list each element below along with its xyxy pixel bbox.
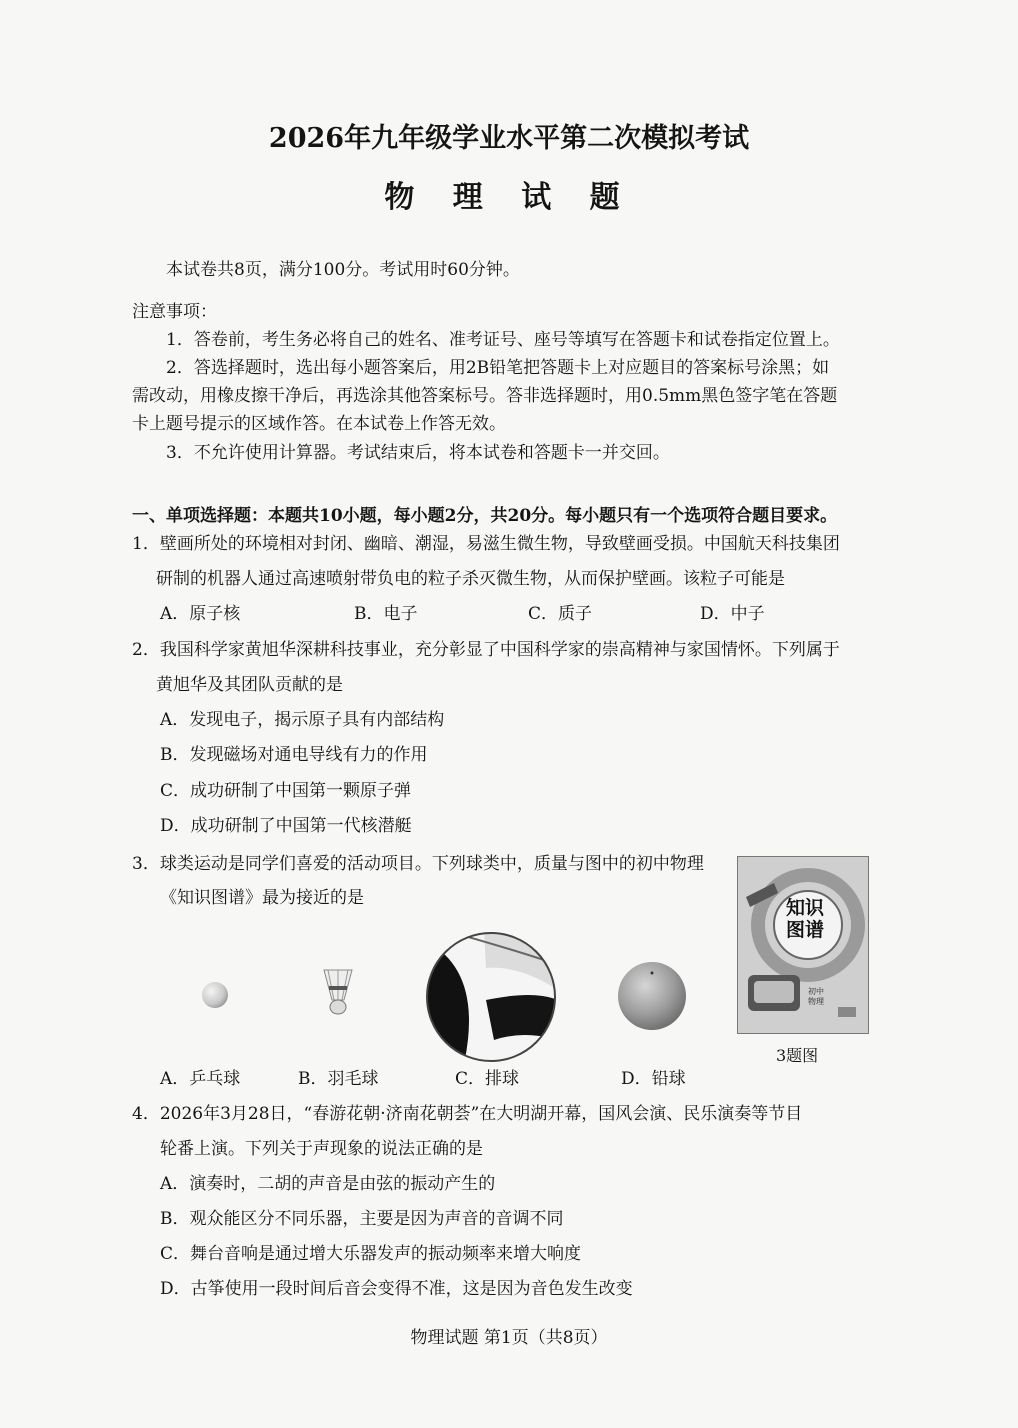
notice-line-5: 3．不允许使用计算器。考试结束后，将本试卷和答题卡一并交回。 bbox=[166, 443, 670, 463]
q2-option-c: C．成功研制了中国第一颗原子弹 bbox=[160, 781, 412, 801]
book-title-line-1: 知识 bbox=[786, 897, 825, 919]
q1-option-c: C．质子 bbox=[528, 604, 593, 624]
notice-line-1: 1．答卷前，考生务必将自己的姓名、准考证号、座号等填写在答题卡和试卷指定位置上。 bbox=[166, 330, 840, 350]
book-title-line-2: 图谱 bbox=[786, 919, 825, 941]
ping-pong-ball-image bbox=[198, 978, 232, 1012]
q1-stem-line-1: 1．壁画所处的环境相对封闭、幽暗、潮湿，易滋生微生物，导致壁画受损。中国航天科技集团 bbox=[132, 534, 840, 554]
q4-option-a: A．演奏时，二胡的声音是由弦的振动产生的 bbox=[160, 1174, 496, 1194]
q4-option-b: B．观众能区分不同乐器，主要是因为声音的音调不同 bbox=[160, 1209, 564, 1229]
figure-caption: 3题图 bbox=[776, 1046, 819, 1065]
volleyball-image bbox=[424, 930, 558, 1064]
q3-option-c: C．排球 bbox=[455, 1069, 520, 1089]
q4-stem-line-2: 轮番上演。下列关于声现象的说法正确的是 bbox=[160, 1139, 483, 1159]
exam-title: 2026年九年级学业水平第二次模拟考试 bbox=[268, 123, 750, 154]
q1-option-a: A．原子核 bbox=[160, 604, 241, 624]
q3-stem-line-2: 《知识图谱》最为接近的是 bbox=[160, 888, 364, 908]
q4-stem-line-1: 4．2026年3月28日，“春游花朝·济南花朝荟”在大明湖开幕，国风会演、民乐演奏等节目 bbox=[132, 1104, 803, 1124]
shuttlecock-image bbox=[318, 966, 358, 1020]
q3-option-d: D．铅球 bbox=[621, 1069, 686, 1089]
q4-option-d: D．古筝使用一段时间后音会变得不准，这是因为音色发生改变 bbox=[160, 1279, 633, 1299]
notice-line-2: 2．答选择题时，选出每小题答案后，用2B铅笔把答题卡上对应题目的答案标号涂黑；如 bbox=[166, 358, 830, 378]
q2-option-d: D．成功研制了中国第一代核潜艇 bbox=[160, 816, 412, 836]
section-heading: 一、单项选择题：本题共10小题，每小题2分，共20分。每小题只有一个选项符合题目要求。 bbox=[132, 506, 838, 526]
q4-option-c: C．舞台音响是通过增大乐器发声的振动频率来增大响度 bbox=[160, 1244, 582, 1264]
q1-option-b: B．电子 bbox=[354, 604, 418, 624]
subject-title: 物 理 试 题 bbox=[384, 180, 634, 215]
intro-text: 本试卷共8页，满分100分。考试用时60分钟。 bbox=[166, 260, 520, 280]
q2-stem-line-2: 黄旭华及其团队贡献的是 bbox=[156, 675, 343, 695]
page-footer: 物理试题 第1页（共8页） bbox=[410, 1328, 608, 1348]
q1-option-d: D．中子 bbox=[700, 604, 765, 624]
q2-stem-line-1: 2．我国科学家黄旭华深耕科技事业，充分彰显了中国科学家的崇高精神与家国情怀。下列属于 bbox=[132, 640, 840, 660]
notice-line-3: 需改动，用橡皮擦干净后，再选涂其他答案标号。答非选择题时，用0.5mm黑色签字笔在答题 bbox=[132, 386, 838, 406]
q3-stem-line-1: 3．球类运动是同学们喜爱的活动项目。下列球类中，质量与图中的初中物理 bbox=[132, 854, 704, 874]
book-small-text-2: 物理 bbox=[808, 997, 824, 1006]
notice-line-4: 卡上题号提示的区域作答。在本试卷上作答无效。 bbox=[132, 414, 506, 434]
q1-stem-line-2: 研制的机器人通过高速喷射带负电的粒子杀灭微生物，从而保护壁画。该粒子可能是 bbox=[156, 569, 785, 589]
q2-option-a: A．发现电子，揭示原子具有内部结构 bbox=[160, 710, 445, 730]
book-figure bbox=[737, 856, 869, 1034]
book-small-text-1: 初中 bbox=[808, 987, 824, 996]
q2-option-b: B．发现磁场对通电导线有力的作用 bbox=[160, 745, 428, 765]
q3-option-b: B．羽毛球 bbox=[298, 1069, 379, 1089]
q3-option-a: A．乒乓球 bbox=[160, 1069, 241, 1089]
shot-put-image bbox=[616, 960, 688, 1032]
notice-heading: 注意事项： bbox=[132, 302, 217, 322]
